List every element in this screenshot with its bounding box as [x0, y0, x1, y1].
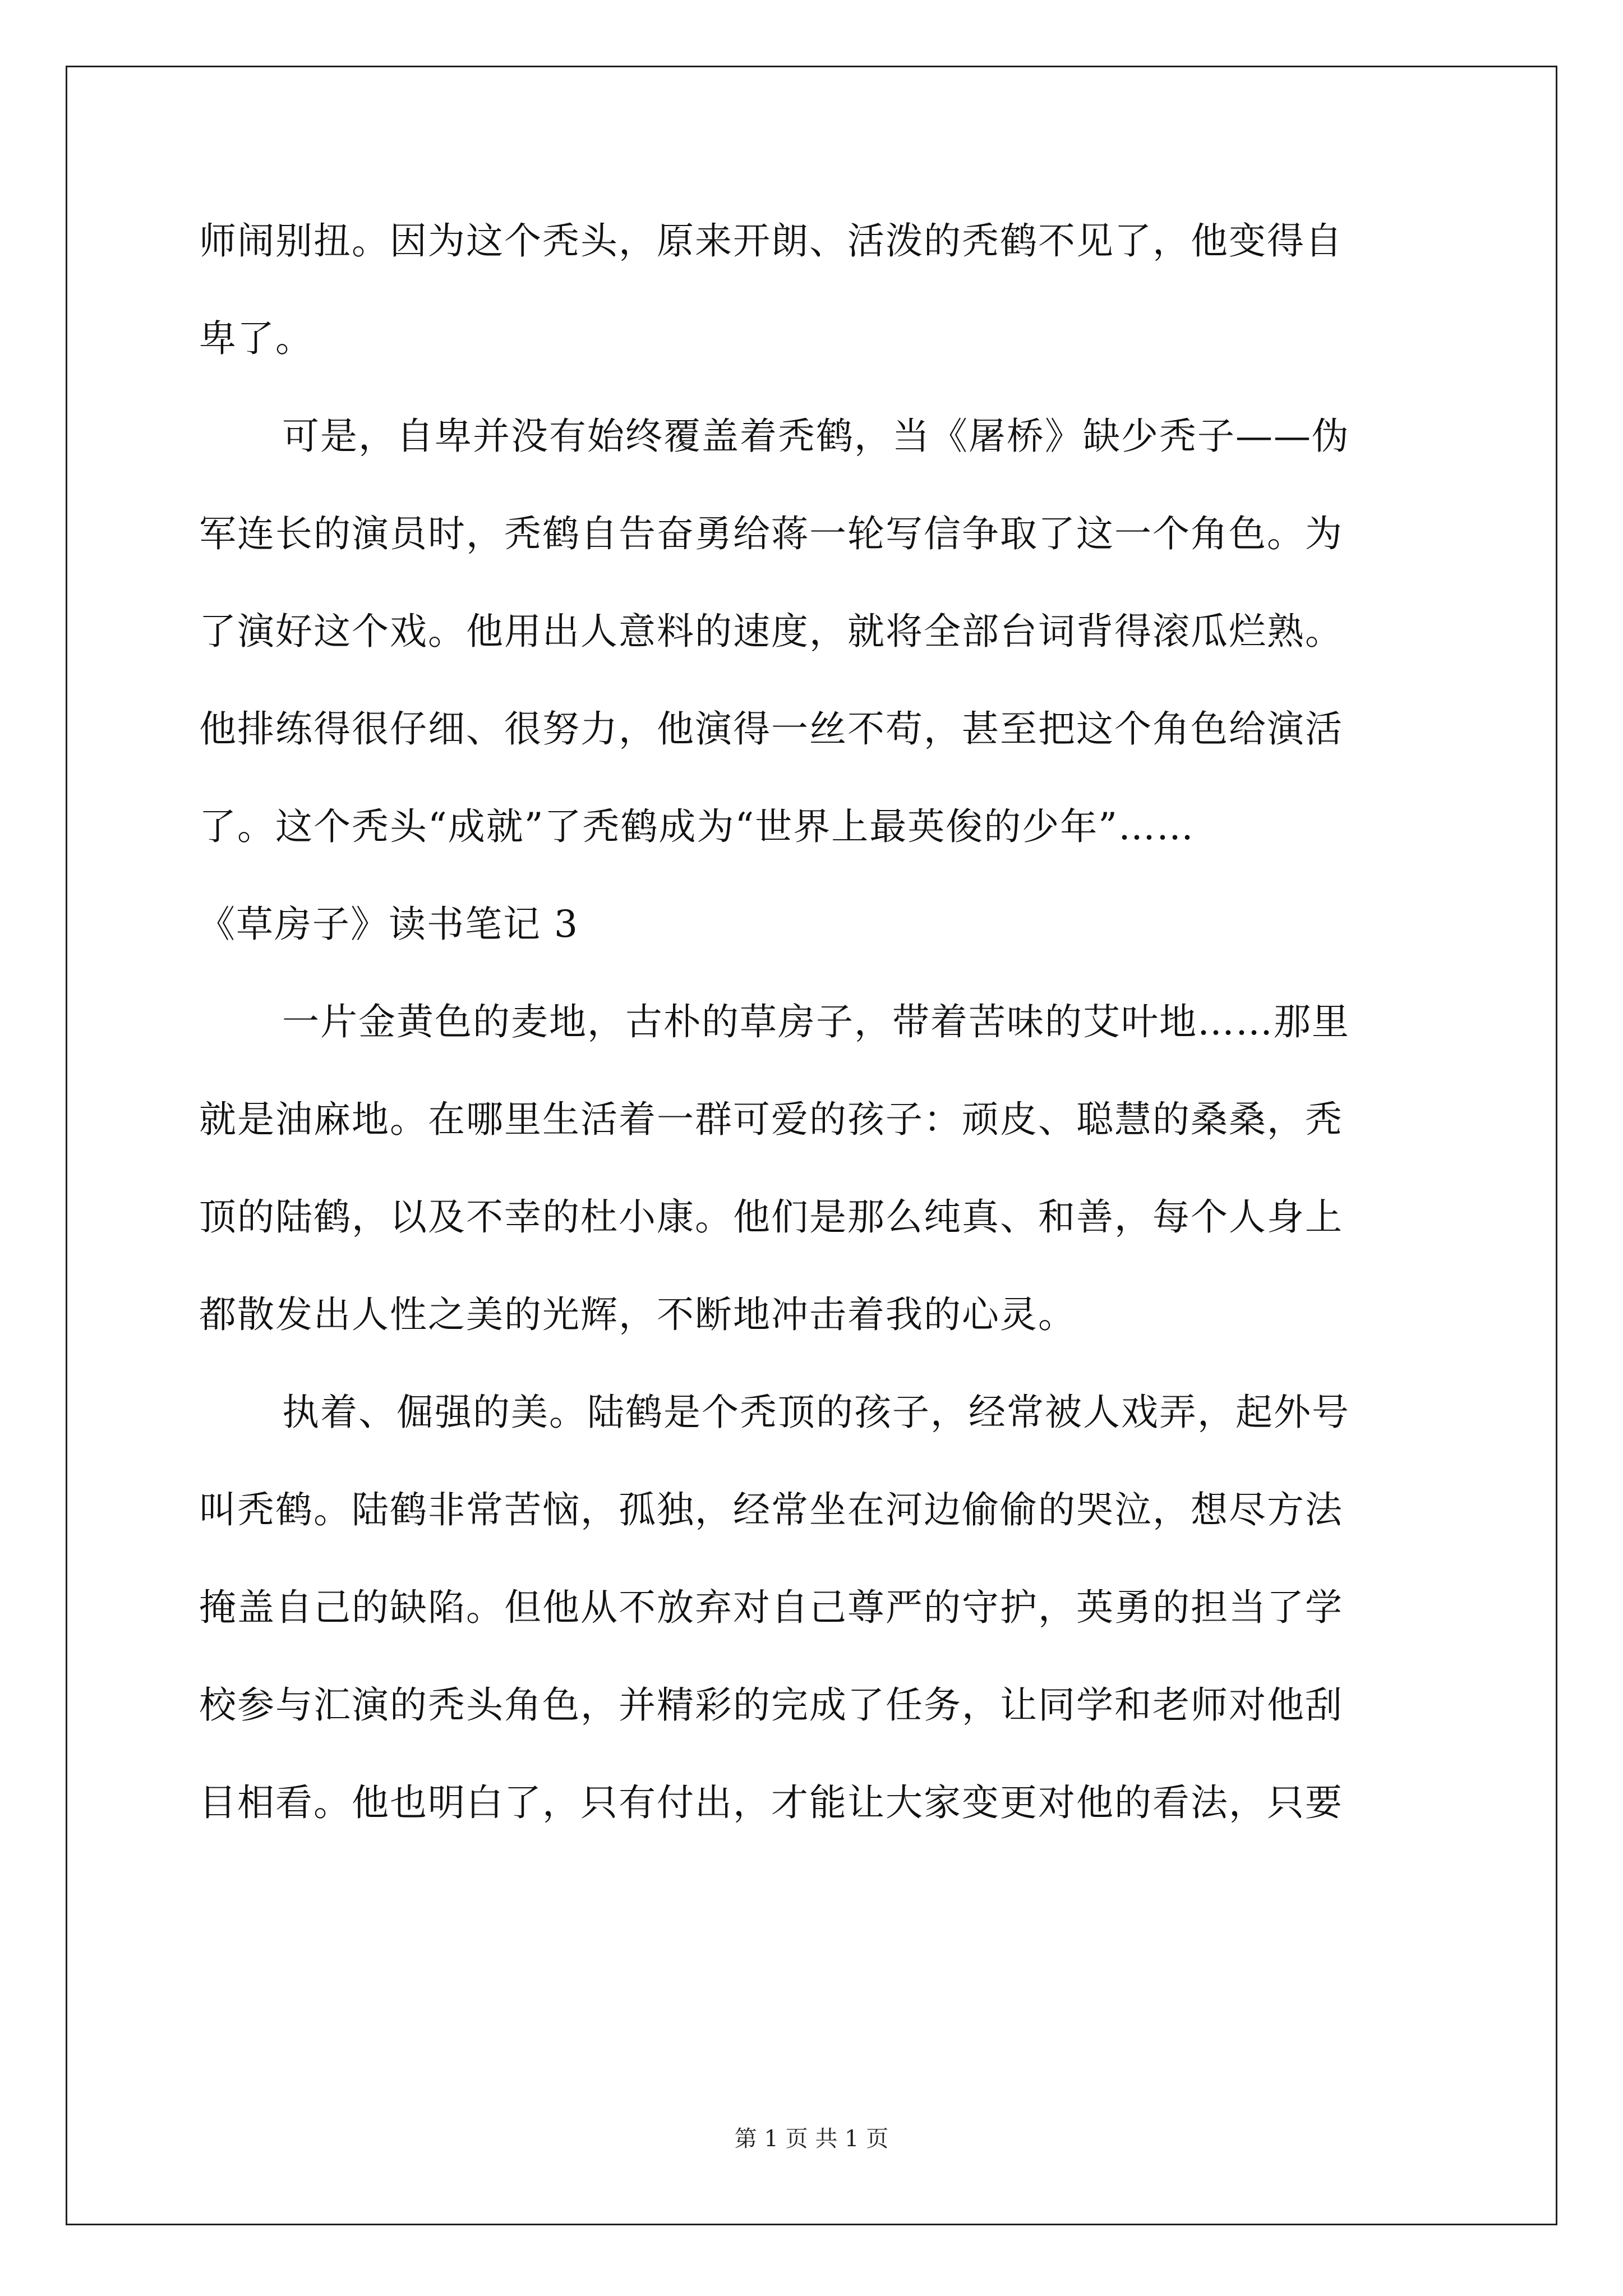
- text-line: 掩盖自己的缺陷。但他从不放弃对自己尊严的守护，英勇的担当了学: [199, 1586, 1343, 1629]
- paragraph-first-line: 一片金黄色的麦地，古朴的草房子，带着苦味的艾叶地……那里: [282, 1000, 1350, 1043]
- text-line: 师闹别扭。因为这个秃头，原来开朗、活泼的秃鹤不见了，他变得自: [199, 219, 1343, 263]
- text-line: 卑了。: [199, 317, 313, 360]
- page-border: [66, 66, 1557, 2225]
- section-heading: 《草房子》读书笔记 3: [198, 903, 579, 946]
- page-footer: 第 1 页 共 1 页: [734, 2126, 889, 2152]
- text-line: 了演好这个戏。他用出人意料的速度，就将全部台词背得滚瓜烂熟。: [199, 610, 1343, 653]
- text-line: 都散发出人性之美的光辉，不断地冲击着我的心灵。: [199, 1293, 1076, 1336]
- text-line: 目相看。他也明白了，只有付出，才能让大家变更对他的看法，只要: [199, 1781, 1343, 1824]
- paragraph-first-line: 可是，自卑并没有始终覆盖着秃鹤，当《屠桥》缺少秃子——伪: [282, 415, 1350, 458]
- paragraph-first-line: 执着、倔强的美。陆鹤是个秃顶的孩子，经常被人戏弄，起外号: [282, 1391, 1350, 1434]
- text-line: 他排练得很仔细、很努力，他演得一丝不苟，甚至把这个角色给演活: [199, 707, 1343, 751]
- text-line: 就是油麻地。在哪里生活着一群可爱的孩子：顽皮、聪慧的桑桑，秃: [199, 1098, 1343, 1141]
- text-line: 了。这个秃头“成就”了秃鹤成为“世界上最英俊的少年”……: [199, 805, 1195, 848]
- text-line: 军连长的演员时，秃鹤自告奋勇给蒋一轮写信争取了这一个角色。为: [199, 512, 1343, 555]
- text-line: 校参与汇演的秃头角色，并精彩的完成了任务，让同学和老师对他刮: [199, 1683, 1343, 1727]
- text-line: 叫秃鹤。陆鹤非常苦恼，孤独，经常坐在河边偷偷的哭泣，想尽方法: [199, 1488, 1343, 1531]
- text-line: 顶的陆鹤，以及不幸的杜小康。他们是那么纯真、和善，每个人身上: [199, 1195, 1343, 1239]
